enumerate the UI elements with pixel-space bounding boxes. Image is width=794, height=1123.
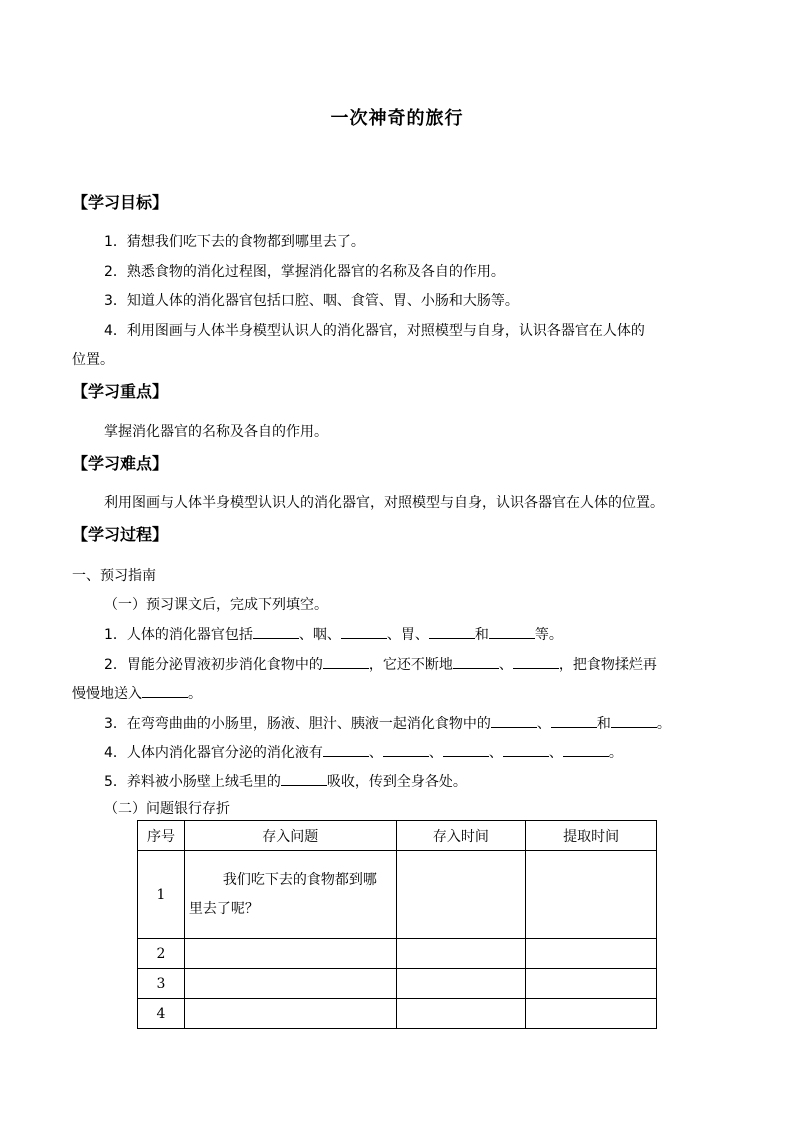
answer-blank[interactable] <box>429 624 475 639</box>
row-seq: 1 <box>138 851 185 939</box>
table-header-row <box>138 821 657 851</box>
table-row <box>138 939 657 969</box>
goal-item-continued: 位置。 <box>72 352 114 368</box>
section-title: 一、预习指南 <box>72 568 156 584</box>
answer-blank[interactable] <box>563 742 609 757</box>
answer-blank[interactable] <box>491 713 537 728</box>
row-seq: 3 <box>138 969 185 999</box>
focus-heading: 【学习重点】 <box>72 382 169 401</box>
answer-blank[interactable] <box>489 624 535 639</box>
question-text: 我们吃下去的食物都到哪里去了呢？ <box>188 871 377 917</box>
goals-heading: 【学习目标】 <box>72 193 169 212</box>
answer-blank[interactable] <box>341 624 387 639</box>
answer-blank[interactable] <box>551 713 597 728</box>
goal-item: 2．熟悉食物的消化过程图，掌握消化器官的名称及各自的作用。 <box>104 264 505 280</box>
goal-item: 1．猜想我们吃下去的食物都到哪里去了。 <box>104 234 365 250</box>
answer-blank[interactable] <box>383 742 429 757</box>
table-row <box>138 851 657 939</box>
row-seq: 2 <box>138 939 185 969</box>
answer-blank[interactable] <box>253 624 299 639</box>
table-row <box>138 999 657 1029</box>
row-seq: 4 <box>138 999 185 1029</box>
answer-blank[interactable] <box>142 683 188 698</box>
question-cell[interactable] <box>184 969 396 999</box>
page-title: 一次神奇的旅行 <box>330 108 464 129</box>
focus-text: 掌握消化器官的名称及各自的作用。 <box>104 424 328 440</box>
answer-blank[interactable] <box>443 742 489 757</box>
column-header-deposit-time: 存入时间 <box>396 821 526 851</box>
question-cell[interactable] <box>184 939 396 969</box>
withdraw-time-cell[interactable] <box>526 939 657 969</box>
answer-blank[interactable] <box>611 713 657 728</box>
column-header-seq: 序号 <box>138 821 185 851</box>
answer-blank[interactable] <box>281 771 327 786</box>
deposit-time-cell[interactable] <box>396 851 526 939</box>
table-row <box>138 969 657 999</box>
answer-blank[interactable] <box>453 654 499 669</box>
fill-question-2: 2．胃能分泌胃液初步消化食物中的 ，它还不断地 、 ，把食物揉烂再 <box>104 654 657 675</box>
question-bank-table <box>137 820 657 1029</box>
fill-question-5: 5．养料被小肠壁上绒毛里的 吸收，传到全身各处。 <box>104 771 467 792</box>
column-header-question: 存入问题 <box>184 821 396 851</box>
column-header-withdraw-time: 提取时间 <box>526 821 657 851</box>
fill-question-3: 3．在弯弯曲曲的小肠里，肠液、胆汁、胰液一起消化食物中的 、 和 。 <box>104 713 671 734</box>
deposit-time-cell[interactable] <box>396 939 526 969</box>
question-cell[interactable] <box>184 851 396 939</box>
subsection-title: （二）问题银行存折 <box>104 801 230 817</box>
answer-blank[interactable] <box>513 654 559 669</box>
goal-item: 4．利用图画与人体半身模型认识人的消化器官，对照模型与自身，认识各器官在人体的 <box>104 323 645 339</box>
question-cell[interactable] <box>184 999 396 1029</box>
withdraw-time-cell[interactable] <box>526 969 657 999</box>
answer-blank[interactable] <box>503 742 549 757</box>
withdraw-time-cell[interactable] <box>526 851 657 939</box>
goal-item: 3．知道人体的消化器官包括口腔、咽、食管、胃、小肠和大肠等。 <box>104 293 519 309</box>
fill-question-1: 1．人体的消化器官包括 、咽、 、胃、 和 等。 <box>104 624 563 645</box>
process-heading: 【学习过程】 <box>72 525 169 544</box>
fill-question-2-continued: 慢慢地送入 。 <box>72 683 202 704</box>
deposit-time-cell[interactable] <box>396 999 526 1029</box>
difficulty-heading: 【学习难点】 <box>72 454 169 473</box>
answer-blank[interactable] <box>323 742 369 757</box>
difficulty-text: 利用图画与人体半身模型认识人的消化器官，对照模型与自身，认识各器官在人体的位置。 <box>104 495 664 511</box>
deposit-time-cell[interactable] <box>396 969 526 999</box>
answer-blank[interactable] <box>323 654 369 669</box>
subsection-title: （一）预习课文后，完成下列填空。 <box>104 597 328 613</box>
fill-question-4: 4．人体内消化器官分泌的消化液有 、 、 、 、 。 <box>104 742 623 763</box>
withdraw-time-cell[interactable] <box>526 999 657 1029</box>
